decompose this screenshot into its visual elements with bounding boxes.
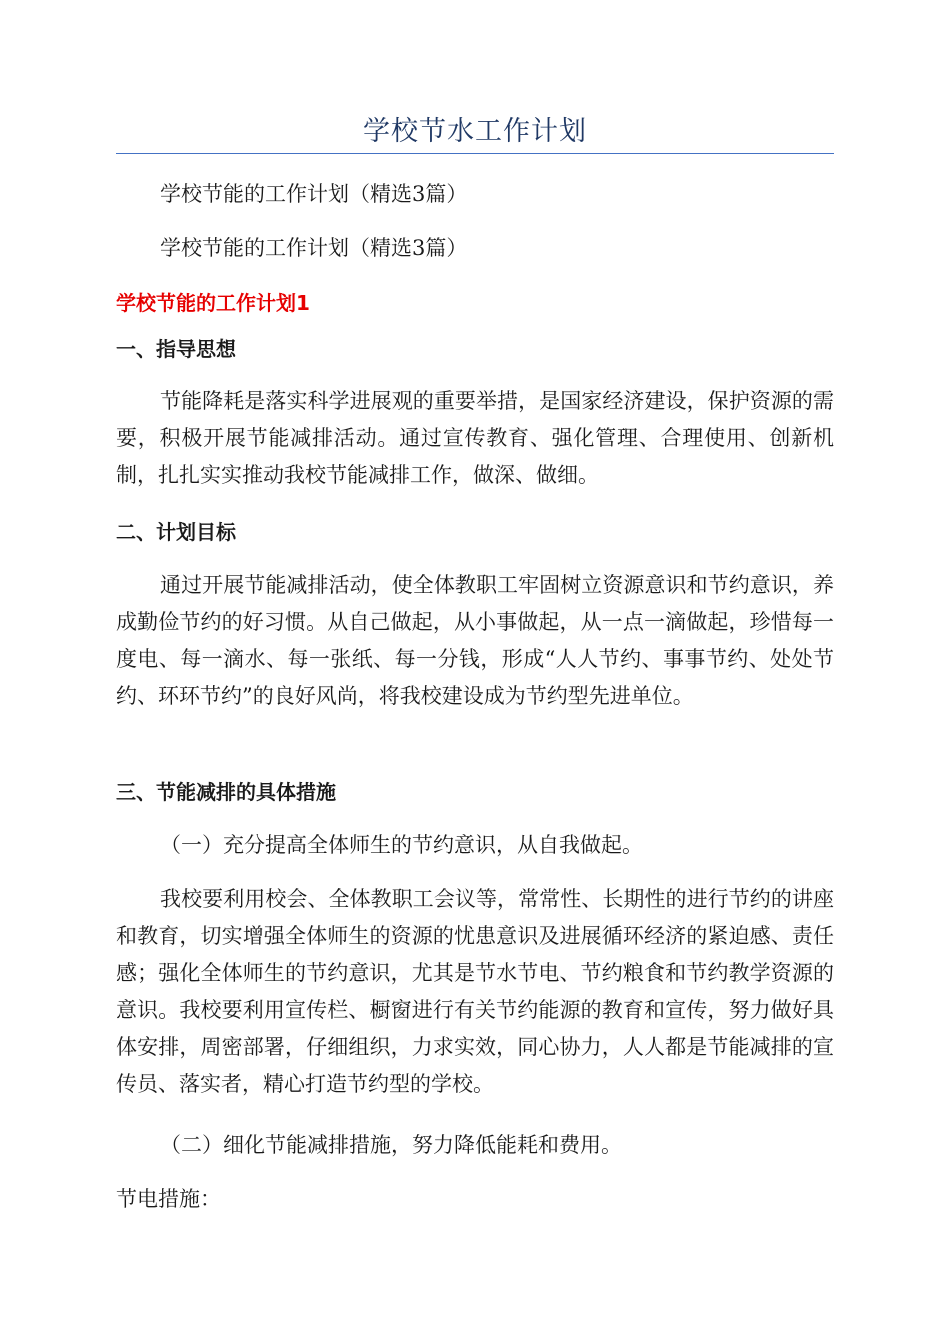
heading-plan-goals: 二、计划目标: [116, 520, 236, 544]
para-1-block: [116, 383, 834, 494]
paragraph-measures: 我校要利用校会、全体教职工会议等，常常性、长期性的进行节约的讲座和教育，切实增强全体师生的资源的忧患意识及进展循环经济的紧迫感、责任感；强化全体师生的节约意识，尤其是节水节电、节约粮食和节约教学资源的意识。我校要利用宣传栏、橱窗进行有关节约能源的教育和宣传，努力做好具体安排，周密部署，仔细组织，力求实效，同心协力，人人都是节能减排的宣传员、落实者，精心打造节约型的学校。: [116, 887, 834, 1096]
item-2-block: [116, 1127, 834, 1164]
subtitle-1-block: [116, 176, 834, 213]
para-3-block: [116, 881, 834, 1103]
heading-measures: 三、节能减排的具体措施: [116, 780, 336, 804]
heading-1-block: [116, 334, 834, 364]
para-2-block: [116, 567, 834, 715]
item-1-block: [116, 827, 834, 864]
measure-item-1: （一）充分提高全体师生的节约意识，从自我做起。: [160, 833, 643, 857]
subtitle-1: 学校节能的工作计划（精选3篇）: [160, 182, 468, 206]
heading-3-block: [116, 777, 834, 807]
title-underline: [116, 153, 834, 154]
paragraph-plan-goals: 通过开展节能减排活动，使全体教职工牢固树立资源意识和节约意识，养成勤俭节约的好习惯。从自己做起，从小事做起，从一点一滴做起，珍惜每一度电、每一滴水、每一张纸、每一分钱，形成“人人节约、事事节约、处处节约、环环节约”的良好风尚，将我校建设成为节约型先进单位。: [116, 573, 834, 708]
subtitle-2: 学校节能的工作计划（精选3篇）: [160, 236, 468, 260]
heading-2-block: [116, 517, 834, 547]
paragraph-guiding-ideology: 节能降耗是落实科学进展观的重要举措，是国家经济建设，保护资源的需要，积极开展节能减排活动。通过宣传教育、强化管理、合理使用、创新机制，扎扎实实推动我校节能减排工作，做深、做细。: [116, 389, 834, 487]
measure-item-2: （二）细化节能减排措施，努力降低能耗和费用。: [160, 1133, 622, 1157]
section-heading-block: [116, 288, 834, 318]
label-last-block: [116, 1181, 834, 1218]
document-title: 学校节水工作计划: [363, 116, 587, 147]
power-saving-label: 节电措施：: [116, 1187, 221, 1211]
section-heading: 学校节能的工作计划1: [116, 291, 310, 315]
subtitle-2-block: [116, 230, 834, 267]
heading-guiding-ideology: 一、指导思想: [116, 337, 236, 361]
